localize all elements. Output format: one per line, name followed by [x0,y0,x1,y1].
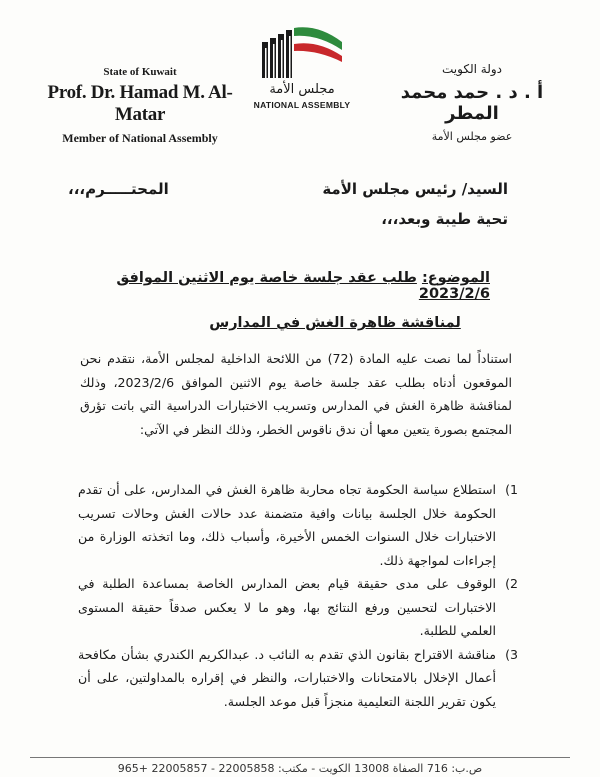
greeting: تحية طيبة وبعد،،، [381,210,508,228]
assembly-name-english: NATIONAL ASSEMBLY [253,100,351,110]
point-number: 3) [505,646,518,662]
english-member-title: Member of National Assembly [62,131,218,145]
list-item [78,572,518,643]
english-state: State of Kuwait [103,66,177,78]
subject-line-2: لمناقشة ظاهرة الغش في المدارس [209,315,461,331]
addressee [68,180,508,198]
footer [0,757,600,777]
addressee-title: السيد/ رئيس مجلس الأمة [322,180,508,198]
point-text: مناقشة الاقتراح بقانون الذي تقدم به النائب د. عبدالكريم الكندري بشأن مكافحة أعمال الإخلال بالامتحانات والاختبارات، والنظر في إقراره بالمداولتين، على أن يكون تقرير اللجنة التعليمية منجزاً قبل موعد الجلسة. [78,646,496,709]
subject-label: الموضوع: [421,270,490,286]
footer-contact: ص.ب: 716 الصفاة 13008 الكويت - مكتب: 22005858 - 22005857 +965 [117,762,483,775]
arabic-state: دولة الكويت [442,62,502,76]
point-text: الوقوف على مدى حقيقة قيام بعض المدارس الخاصة بمساعدة الطلبة في الاختبارات لتحسين ورفع النتائج بها، وهو ما لا يعكس صدقاً حقيقة المستوى العلمي للطلبة. [78,576,496,638]
intro-paragraph: استناداً لما نصت عليه المادة (72) من اللائحة الداخلية لمجلس الأمة، نتقدم نحن الموقعون أدناه بطلب عقد جلسة خاصة يوم الاثنين الموافق 2023/2/6، وذلك لمناقشة ظاهرة الغش في المدارس وتسريب الاختبارات الدراسية التي باتت تؤرق المجتمع بصورة يتعين معها أن ندق ناقوس الخطر، وذلك النظر في الآتي: [80,351,512,437]
point-number: 2) [505,576,518,591]
english-member-name: Prof. Dr. Hamad M. Al-Matar [47,82,233,125]
arabic-member-title: عضو مجلس الأمة [431,130,513,143]
footer-divider [30,757,570,758]
arabic-letterhead [372,62,572,143]
national-assembly-logo [252,20,352,110]
assembly-emblem-icon [256,20,348,80]
subject-line-1: طلب عقد جلسة خاصة يوم الاثنين الموافق 2023/2/6 [116,270,490,302]
addressee-honorific: المحتـــــرم،،، [68,180,169,198]
point-text: استطلاع سياسة الحكومة تجاه محاربة ظاهرة الغش في المدارس، على أن تقدم الحكومة خلال الجلسة بيانات وافية متضمنة عدد حالات الغش وحالات تسريب الاختبارات خلال السنوات الخمس الأخيرة، وأسباب ذلك، وما اتخذته الوزارة من إجراءات لمواجهة ذلك. [78,482,496,568]
point-number: 1) [505,482,518,497]
arabic-member-name: أ . د . حمد محمد المطر [400,82,544,124]
list-item [78,643,518,714]
assembly-name-arabic: مجلس الأمة [269,82,335,97]
english-letterhead [40,66,240,146]
discussion-points [78,478,518,713]
subject [90,270,490,331]
list-item [78,478,518,572]
